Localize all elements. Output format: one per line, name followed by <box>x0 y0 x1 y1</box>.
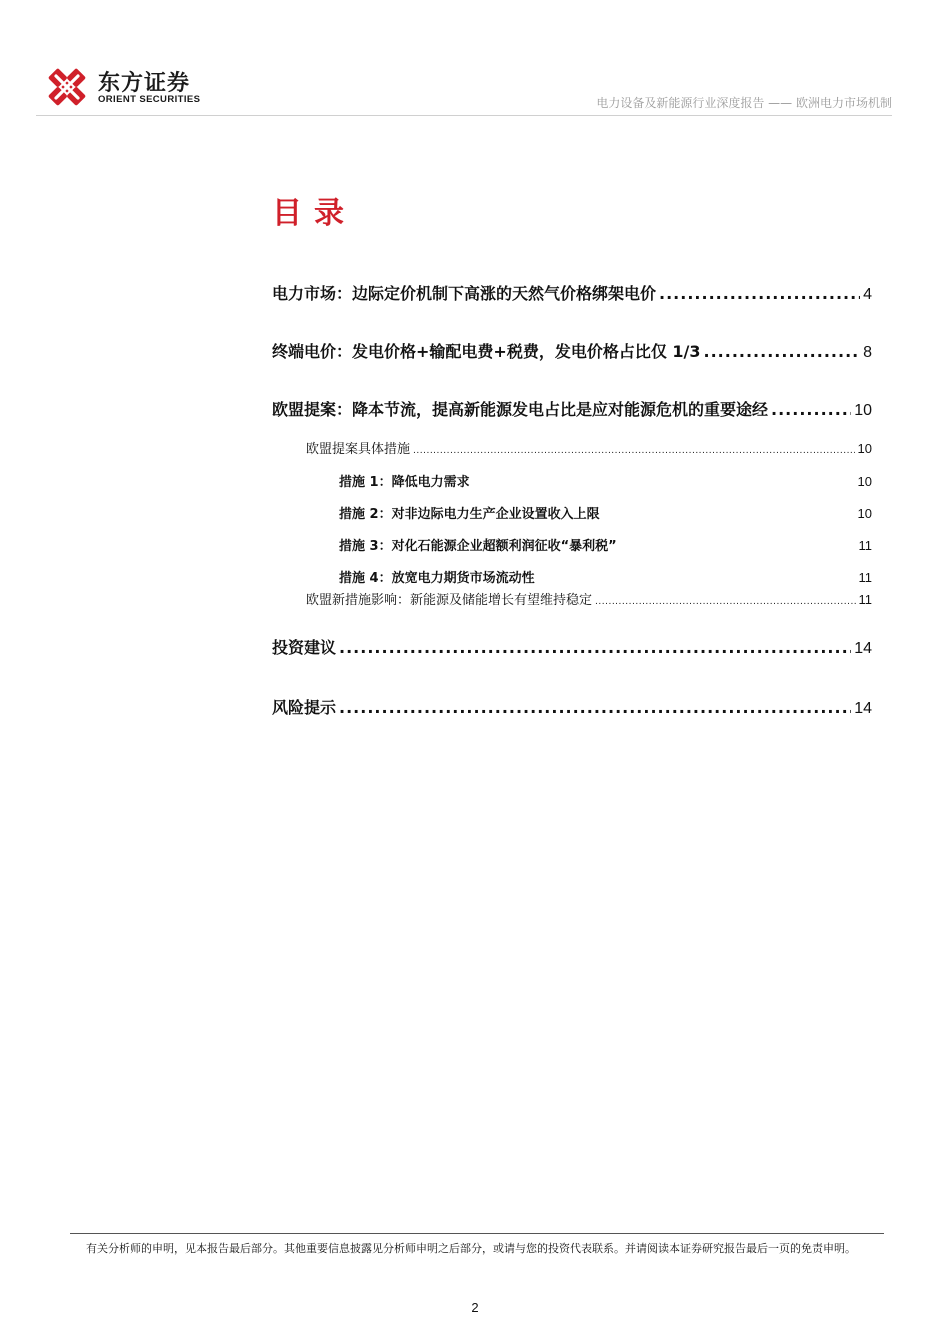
toc-entry-text: 措施 2：对非边际电力生产企业设置收入上限 <box>339 507 600 522</box>
toc-entry[interactable] <box>272 281 872 304</box>
toc-entry-page: 8 <box>863 344 872 361</box>
toc-entry-text: 措施 4：放宽电力期货市场流动性 <box>339 571 535 586</box>
toc-entry[interactable] <box>306 438 872 457</box>
toc-entry[interactable] <box>339 567 872 586</box>
footer-divider <box>70 1233 884 1234</box>
logo-chinese-name: 东方证券 <box>98 71 191 96</box>
toc-leader-dots <box>704 342 861 361</box>
toc-entry-page: 10 <box>857 474 872 489</box>
toc-leader-dots <box>771 400 851 419</box>
toc-leader-dots <box>659 284 860 303</box>
toc-entry-text: 欧盟提案具体措施 <box>306 442 411 457</box>
page-number: 2 <box>471 1300 479 1315</box>
orient-securities-logo-icon <box>44 64 90 110</box>
toc-entry-text: 终端电价：发电价格+输配电费+税费，发电价格占比仅 1/3 <box>272 342 701 361</box>
toc-entry-text: 措施 3：对化石能源企业超额利润征收“暴利税” <box>339 539 617 554</box>
toc-entry-text: 风险提示 <box>272 698 337 717</box>
toc-entry-page: 4 <box>863 286 872 303</box>
toc-leader-dots <box>413 446 855 456</box>
toc-entry[interactable] <box>272 635 872 658</box>
toc-entry-page: 14 <box>854 700 872 717</box>
footer-disclaimer: 有关分析师的申明，见本报告最后部分。其他重要信息披露见分析师申明之后部分，或请与您的投资代表联系。并请阅读本证券研究报告最后一页的免责申明。 <box>86 1242 856 1255</box>
toc-entry-page: 10 <box>857 441 872 456</box>
header-divider <box>36 115 892 116</box>
toc-title: 目录 <box>272 196 356 231</box>
toc-entry[interactable] <box>339 503 872 522</box>
toc-entry-text: 欧盟提案：降本节流，提高新能源发电占比是应对能源危机的重要途经 <box>272 400 769 419</box>
toc-entry-text: 投资建议 <box>272 638 337 657</box>
toc-entry-text: 欧盟新措施影响：新能源及储能增长有望维持稳定 <box>306 593 593 608</box>
toc-entry[interactable] <box>306 589 872 608</box>
toc-entry[interactable] <box>272 397 872 420</box>
toc-entry[interactable] <box>339 471 872 490</box>
toc-leader-dots <box>339 698 851 717</box>
report-title: 电力设备及新能源行业深度报告 —— 欧洲电力市场机制 <box>596 96 892 110</box>
toc-entry-page: 11 <box>858 570 872 585</box>
toc-entry-text: 措施 1：降低电力需求 <box>339 475 470 490</box>
toc-entry-page: 11 <box>858 538 872 553</box>
toc-entry-page: 14 <box>854 640 872 657</box>
toc-entry-page: 10 <box>854 402 872 419</box>
toc-entry-page: 10 <box>857 506 872 521</box>
toc-entry[interactable] <box>272 339 872 362</box>
toc-entry[interactable] <box>272 695 872 718</box>
toc-leader-dots <box>339 638 851 657</box>
toc-entry[interactable] <box>339 535 872 554</box>
company-logo <box>44 64 214 110</box>
page-header <box>0 0 950 120</box>
toc-entry-text: 电力市场：边际定价机制下高涨的天然气价格绑架电价 <box>272 284 657 303</box>
toc-entry-page: 11 <box>858 592 872 607</box>
toc-leader-dots <box>595 597 855 607</box>
logo-english-name: ORIENT SECURITIES <box>98 94 201 105</box>
